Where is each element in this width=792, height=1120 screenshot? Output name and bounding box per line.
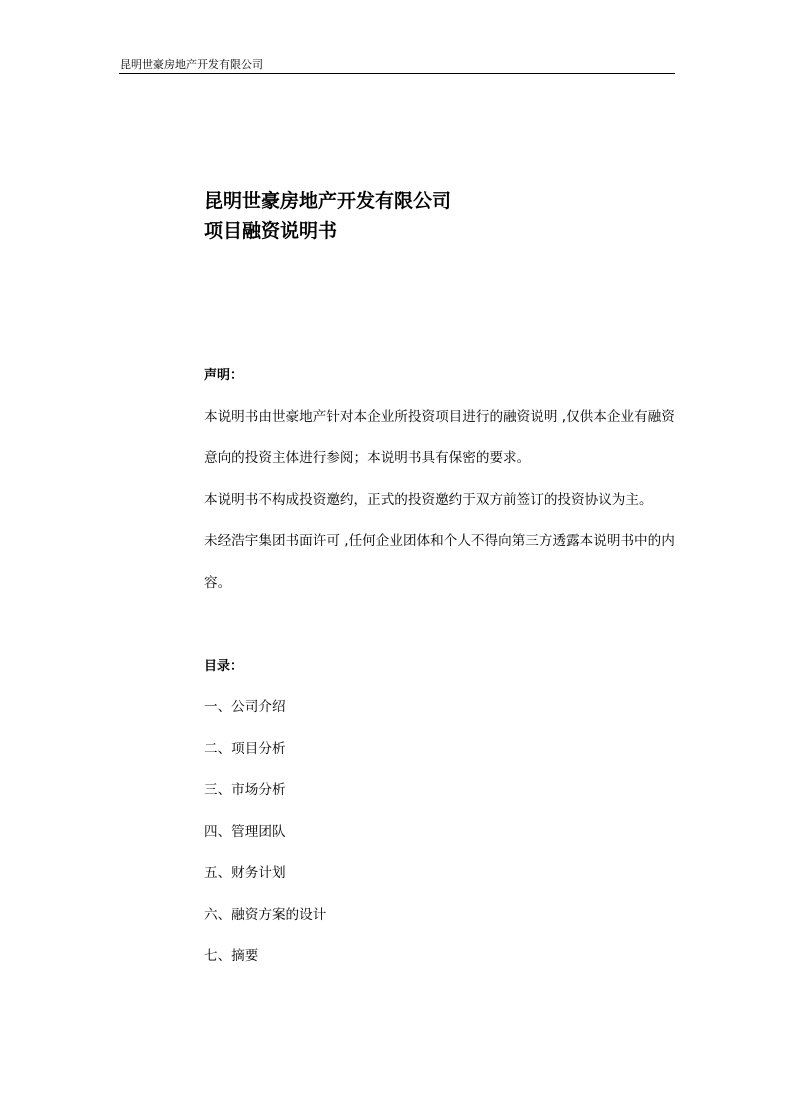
header-company-name: 昆明世豪房地产开发有限公司 [120, 58, 263, 71]
declaration-paragraph-2: 本说明书不构成投资邀约，正式的投资邀约于双方前签订的投资协议为主。 [204, 491, 653, 508]
declaration-paragraph-1: 本说明书由世豪地产针对本企业所投资项目进行的融资说明 ,仅供本企业有融资意向的投资主体进行参阅；本说明书具有保密的要求。 [204, 408, 675, 466]
toc-item-project-analysis: 二、项目分析 [204, 740, 286, 757]
section-spacer [204, 604, 676, 646]
toc-item-financing-plan-design: 六、融资方案的设计 [204, 906, 327, 923]
toc-item-summary: 七、摘要 [204, 948, 259, 964]
toc-heading: 目录： [204, 658, 244, 674]
declaration-heading: 声明： [204, 368, 244, 383]
toc-item-management-team: 四、管理团队 [204, 823, 286, 840]
toc-item-company-intro: 一、公司介绍 [204, 699, 286, 715]
title-company: 昆明世豪房地产开发有限公司 [204, 190, 452, 212]
toc-item-market-analysis: 三、市场分析 [204, 782, 286, 798]
page-header [119, 57, 675, 74]
document-title [204, 186, 684, 246]
toc-item-financial-plan: 五、财务计划 [204, 865, 286, 881]
title-document-name: 项目融资说明书 [204, 220, 338, 242]
table-of-contents [204, 687, 676, 978]
declaration-paragraph-3: 未经浩宇集团书面许可 ,任何企业团体和个人不得向第三方透露本说明书中的内容。 [204, 533, 675, 591]
document-body [204, 355, 676, 978]
